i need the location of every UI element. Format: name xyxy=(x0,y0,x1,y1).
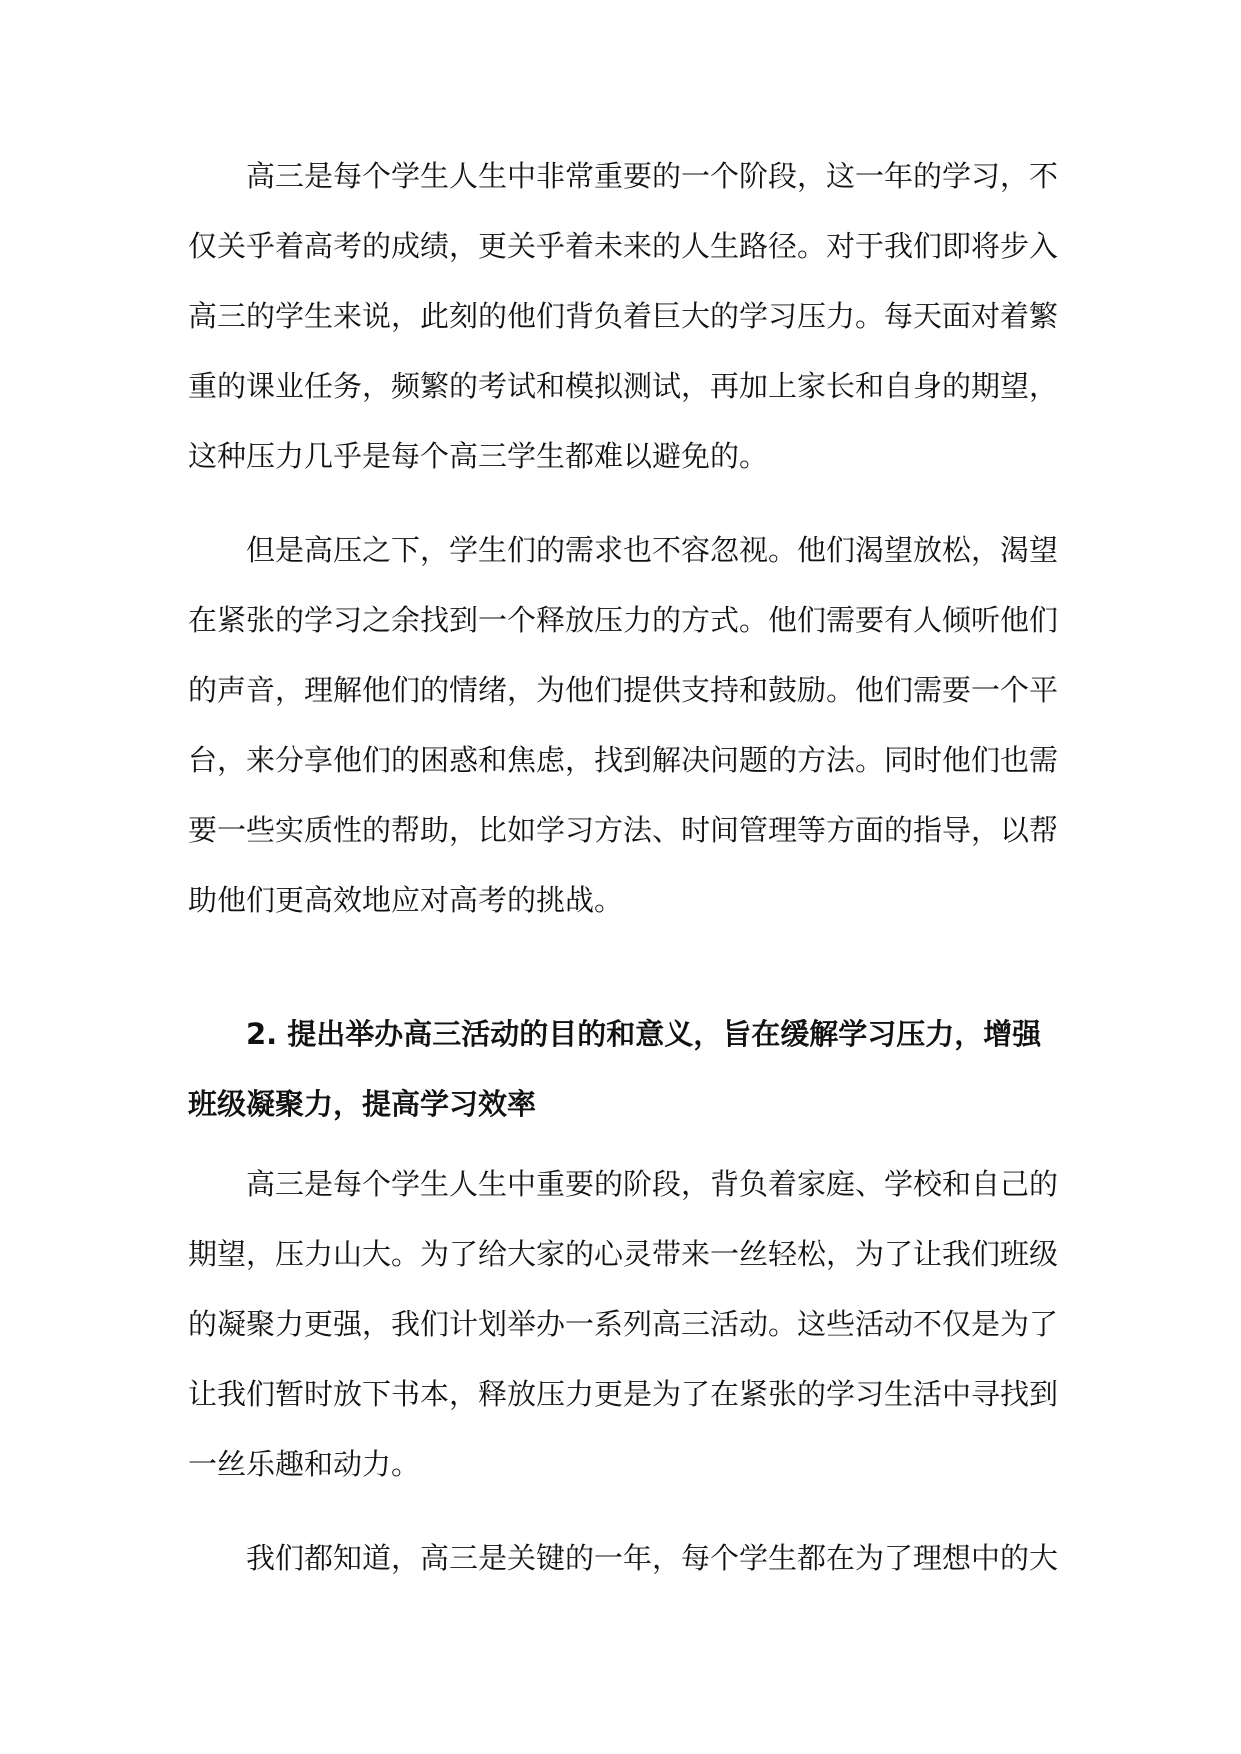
paragraph-line: 台，来分享他们的困惑和焦虑，找到解决问题的方法。同时他们也需 xyxy=(188,743,1059,777)
paragraph-line: 助他们更高效地应对高考的挑战。 xyxy=(188,883,624,917)
paragraph-line: 高三是每个学生人生中重要的阶段，背负着家庭、学校和自己的 xyxy=(246,1167,1059,1201)
heading-line: 班级凝聚力，提高学习效率 xyxy=(188,1087,537,1121)
paragraph-line: 的声音，理解他们的情绪，为他们提供支持和鼓励。他们需要一个平 xyxy=(188,673,1059,707)
paragraph-line: 高三的学生来说，此刻的他们背负着巨大的学习压力。每天面对着繁 xyxy=(188,299,1059,333)
paragraph-line: 我们都知道，高三是关键的一年，每个学生都在为了理想中的大 xyxy=(246,1541,1059,1575)
paragraph-line: 这种压力几乎是每个高三学生都难以避免的。 xyxy=(188,439,769,473)
paragraph-line: 重的课业任务，频繁的考试和模拟测试，再加上家长和自身的期望， xyxy=(188,369,1059,403)
paragraph-line: 仅关乎着高考的成绩，更关乎着未来的人生路径。对于我们即将步入 xyxy=(188,229,1059,263)
paragraph-line: 一丝乐趣和动力。 xyxy=(188,1447,421,1481)
heading-line: 2. 提出举办高三活动的目的和意义，旨在缓解学习压力，增强 xyxy=(246,1017,1042,1051)
paragraph-line: 但是高压之下，学生们的需求也不容忽视。他们渴望放松，渴望 xyxy=(246,533,1059,567)
paragraph-line: 的凝聚力更强，我们计划举办一系列高三活动。这些活动不仅是为了 xyxy=(188,1307,1059,1341)
paragraph-line: 让我们暂时放下书本，释放压力更是为了在紧张的学习生活中寻找到 xyxy=(188,1377,1059,1411)
paragraph-line: 在紧张的学习之余找到一个释放压力的方式。他们需要有人倾听他们 xyxy=(188,603,1059,637)
paragraph-line: 高三是每个学生人生中非常重要的一个阶段，这一年的学习，不 xyxy=(246,159,1059,193)
paragraph-line: 期望，压力山大。为了给大家的心灵带来一丝轻松，为了让我们班级 xyxy=(188,1237,1059,1271)
paragraph-line: 要一些实质性的帮助，比如学习方法、时间管理等方面的指导，以帮 xyxy=(188,813,1059,847)
